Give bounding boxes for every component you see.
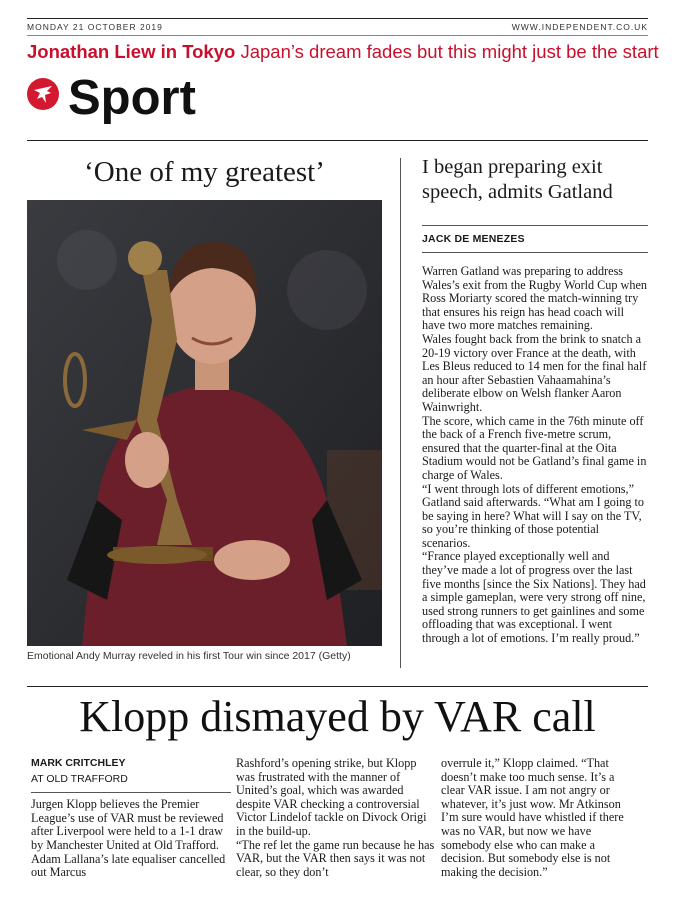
paragraph: Rashford’s opening strike, but Klopp was frustrated with the manner of United’s goal, which was awarded despite VAR checking a controversial Victor Lindelof tackle on Divock Origi in the build-up. <box>236 756 427 838</box>
photo-caption: Emotional Andy Murray reveled in his first Tour win since 2017 (Getty) <box>27 650 351 662</box>
main-story-headline[interactable]: Klopp dismayed by VAR call <box>79 692 596 741</box>
paragraph: The score, which came in the 76th minute off the back of a French five-metre scrum, ensured that the quarter-final at the Oita Stadium would not be Gatland’s final game in charge of Wales. <box>422 413 647 482</box>
main-story-byline: MARK CRITCHLEY <box>31 757 126 769</box>
top-rule <box>27 18 648 19</box>
section-rule <box>27 140 648 141</box>
paragraph: “The ref let the game run because he has VAR, but the VAR then says it was not clear, so they don’t <box>236 837 435 879</box>
paragraph: Jurgen Klopp believes the Premier League’s use of VAR must be reviewed after Liverpool were held to a 1-1 draw by Manchester United at Old Trafford. Adam Lallana’s late equaliser cancelled out Marcus <box>31 797 226 880</box>
header-divider <box>27 35 648 36</box>
column-divider <box>400 158 401 668</box>
byline-rule-top <box>422 225 648 226</box>
main-story-column-1 <box>31 757 231 880</box>
promo-text: Japan’s dream fades but this might just be the start <box>240 41 659 62</box>
side-story-byline: JACK DE MENEZES <box>422 233 525 245</box>
feature-headline: ‘One of my greatest’ <box>84 156 325 188</box>
main-story-rule <box>27 686 648 687</box>
paragraph: Wales fought back from the brink to snatch a 20-19 victory over France at the death, with Les Bleus reduced to 14 men for the final half an hour after Sebastien Vahaamahina’s deliberate elbow on Welsh flanker Aaron Wainwright. <box>422 331 647 414</box>
eagle-logo-icon <box>27 78 59 110</box>
paragraph: “France played exceptionally well and they’ve made a lot of progress over the last five months [since the Six Nations]. They had a simple gameplan, were very strong off nine, used strong runners to get gainlines and some offloading that was exceptional. I went through a lot of emotions. I’m really proud.” <box>422 549 646 646</box>
side-story-headline[interactable]: I began preparing exit speech, admits Gatland <box>422 156 613 203</box>
promo-author: Jonathan Liew in Tokyo <box>27 41 236 62</box>
website-url[interactable]: WWW.INDEPENDENT.CO.UK <box>511 22 648 32</box>
byline-rule-bottom <box>422 252 648 253</box>
byline-rule <box>31 792 231 793</box>
side-story-body <box>422 265 648 646</box>
main-story-column-3 <box>441 757 641 879</box>
paragraph: overrule it,” Klopp claimed. “That doesn’t make too much sense. It’s a clear VAR issue. I am not angry or whatever, it’s just wow. Mr Atkinson I’m sure would have whistled if there was no VAR, but now we have somebody else who can make a decision. But somebody else is not making the decision.” <box>441 756 624 879</box>
paragraph: “I went through lots of different emotions,” Gatland said afterwards. “What am I going to be saying in here? What will I say on the TV, so you’re thinking of those potential scenarios. <box>422 481 645 550</box>
tennis-player-with-trophy-photo <box>27 200 382 646</box>
section-title: Sport <box>68 71 196 125</box>
main-story-column-2 <box>236 757 436 879</box>
paragraph: Warren Gatland was preparing to address Wales’s exit from the Rugby World Cup when Ross Moriarty scored the match-winning try that ensures his reign has head coach will have two more matches remaining. <box>422 264 647 333</box>
issue-date: MONDAY 21 OCTOBER 2019 <box>27 22 163 32</box>
promo-strap[interactable] <box>27 41 659 63</box>
main-story-location: AT OLD TRAFFORD <box>31 772 128 785</box>
